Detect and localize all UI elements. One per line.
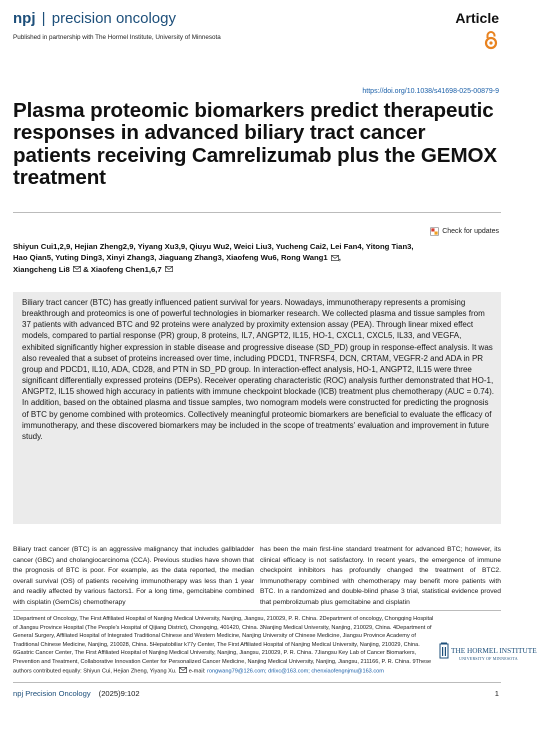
article-title: Plasma proteomic biomarkers predict therapeutic responses in advanced biliary tract cancer patients receiving Camrelizumab plus the GEMOX treatment [13,99,498,190]
title-divider [13,212,501,213]
hormel-institute-name: THE HORMEL INSTITUTE [451,646,537,655]
email-icon [179,667,187,673]
check-for-updates-button[interactable] [430,227,499,236]
email-label: e-mail: [188,668,206,675]
open-access-icon[interactable] [483,30,499,50]
journal-title [13,10,176,27]
body-column-left: Biliary tract cancer (BTC) is an aggressive malignancy that includes gallbladder cancer (GBC) and cholangiocarcinoma (CCA). Previous studies have shown that the prognosis of BTC is poor. For example, as the data reported, the median overall survival (OS) of patients receiving immunotherapy was less than 1 year and readily affected by various factors1. For a long time, gemcitabine combined with cisplatin (GemCis) chemotherapy [13,546,254,606]
check-for-updates-label: Check for updates [442,228,499,235]
body-column-right: has been the main first-line standard treatment for advanced BTC; however, its clinical efficacy is not satisfactory. In recent years, the emergence of immune checkpoint inhibitors has profoundly changed the treatment of BTC2. Immunotherapy combined with chemotherapy may benefit more patients with BTC. In a randomized and double-blind phase 3 trial, statistical evidence proved that pembrolizumab plus gemcitabine and cisplatin [260,546,501,606]
footer-divider [13,682,501,683]
page-number: 1 [494,689,499,698]
author-line-1: Shiyun Cui1,2,9, Hejian Zheng2,9, Yiyang Xu3,9, Qiuyu Wu2, Weici Liu3, Yucheng Cai2, Lei Fan4, Yitong Tian3, [13,242,414,251]
journal-npj: npj [13,10,36,27]
email-icon[interactable] [331,255,339,261]
email-icon[interactable] [73,266,81,272]
page-footer [13,689,140,698]
check-for-updates-icon [430,227,439,236]
footer-journal: npj Precision Oncology [13,689,91,698]
abstract-text: Biliary tract cancer (BTC) has greatly influenced patient survival for years. Nowadays, immunotherapy represents a promising breakthrough and proteomics is one of powerful technologies in biomarker research. We collected plasma and tissue samples from 37 patients with advanced BTC and 92 proteins were analyzed by proximity extension assay (PEA). Through linear mixed effect models, compared to partial response (PR) group, 8 proteins, IL7, ANGPT2, IL15, HO-1, CXCL1, CXCL5, IL33, and VEGFA, exhibited significantly higher expression in stable disease and progressive disease (SD_PD) group in response-effect analysis. It was also revealed that a subset of proteins increased over time, including PDCD1, TNFRSF4, DCN, CRTAM, VEGFR-2 and ADA in PR group and PDCD1, IL10, ADA, CD28, and PTN in SD_PD group. In interaction-effect analysis, HO-1, ANGPT2, IL15 were three significant differentially expressed proteins (DEPs). Receiver operating characteristic (ROC) analysis further demonstrated that HO-1, ANGPT2, IL15 showed high accuracy in patients with immune checkpoint blockade (ICB) treatment plus chemotherapy (AUC = 0.74). In addition, based on the obtained plasma and tissue samples, two nomogram models were constructed for predicting the prognosis of BTC by genome combined with proteomics. Collectively meaningful proteomic biomarkers are beneficial to evaluate the efficacy of immunotherapy, and these discovered biomarkers may be included in the scope of treatments' evaluation and improvement in future study. [22,298,495,441]
journal-separator: | [41,10,46,27]
affiliations-footnote [13,615,435,676]
author-list [13,241,463,275]
journal-name: precision oncology [51,10,176,27]
partnership-line: Published in partnership with The Hormel Institute, University of Minnesota [13,34,221,41]
doi-link[interactable]: https://doi.org/10.1038/s41698-025-00879-9 [362,88,499,95]
author-line-3b-text: & Xiaofeng Chen1,6,7 [83,264,162,274]
footnote-divider [13,610,501,611]
hormel-institute-subtitle: UNIVERSITY OF MINNESOTA [459,656,518,661]
footer-volume: (2025)9:102 [98,689,140,698]
email-icon[interactable] [165,266,173,272]
author-line-3a-text: Xiangcheng Li8 [13,264,70,274]
article-type-label: Article [455,10,499,26]
email-links[interactable]: rongwang79@126.com; drlixc@163.com; chenxiaofengnjmu@163.com [207,668,384,675]
author-line-2-text: Hao Qian5, Yuting Ding3, Xinyi Zhang3, Jiaguang Zhang3, Xiaofeng Wu6, Rong Wang1 [13,253,328,263]
affiliations-text: 1Department of Oncology, The First Affiliated Hospital of Nanjing Medical University, Nanjing, Jiangsu, 210029, P. R. China. 2Department of oncology, Chongqing Hospital of Jiangsu Province Hospital (The People's Hospital of Qijiang District), Chongqing, 401420, China. 3Nanjing Medical University, Nanjing, 210029, China. 4Department of General Surgery, Affiliated Hospital of Integrated Traditional Chinese and Western Medicine, Nanjing University of Chinese Medicine, Jiangsu Province Academy of Traditional Chinese Medicine, Nanjing, 210028, China. 5Hepatobiliar k77y Center, The First Affiliated Hospital of Nanjing Medical University, Nanjing, 210029, China. 6Gastric Cancer Center, The First Affiliated Hospital of Nanjing Medical University, Nanjing, Jiangsu, 210029, P. R. China. 7Jiangsu Key Lab of Cancer Biomarkers, Prevention and Treatment, Collaborative Innovation Center for Personalized Cancer Medicine, Nanjing Medical University, Nanjing, Jiangsu, 211166, P. R. China. 9These authors contributed equally: Shiyun Cui, Hejian Zheng, Yiyang Xu. [13,616,434,675]
author-line-2: Hao Qian5, Yuting Ding3, Xinyi Zhang3, Jiaguang Zhang3, Xiaofeng Wu6, Rong Wang1 , [13,253,341,263]
author-line-3 [13,264,463,275]
